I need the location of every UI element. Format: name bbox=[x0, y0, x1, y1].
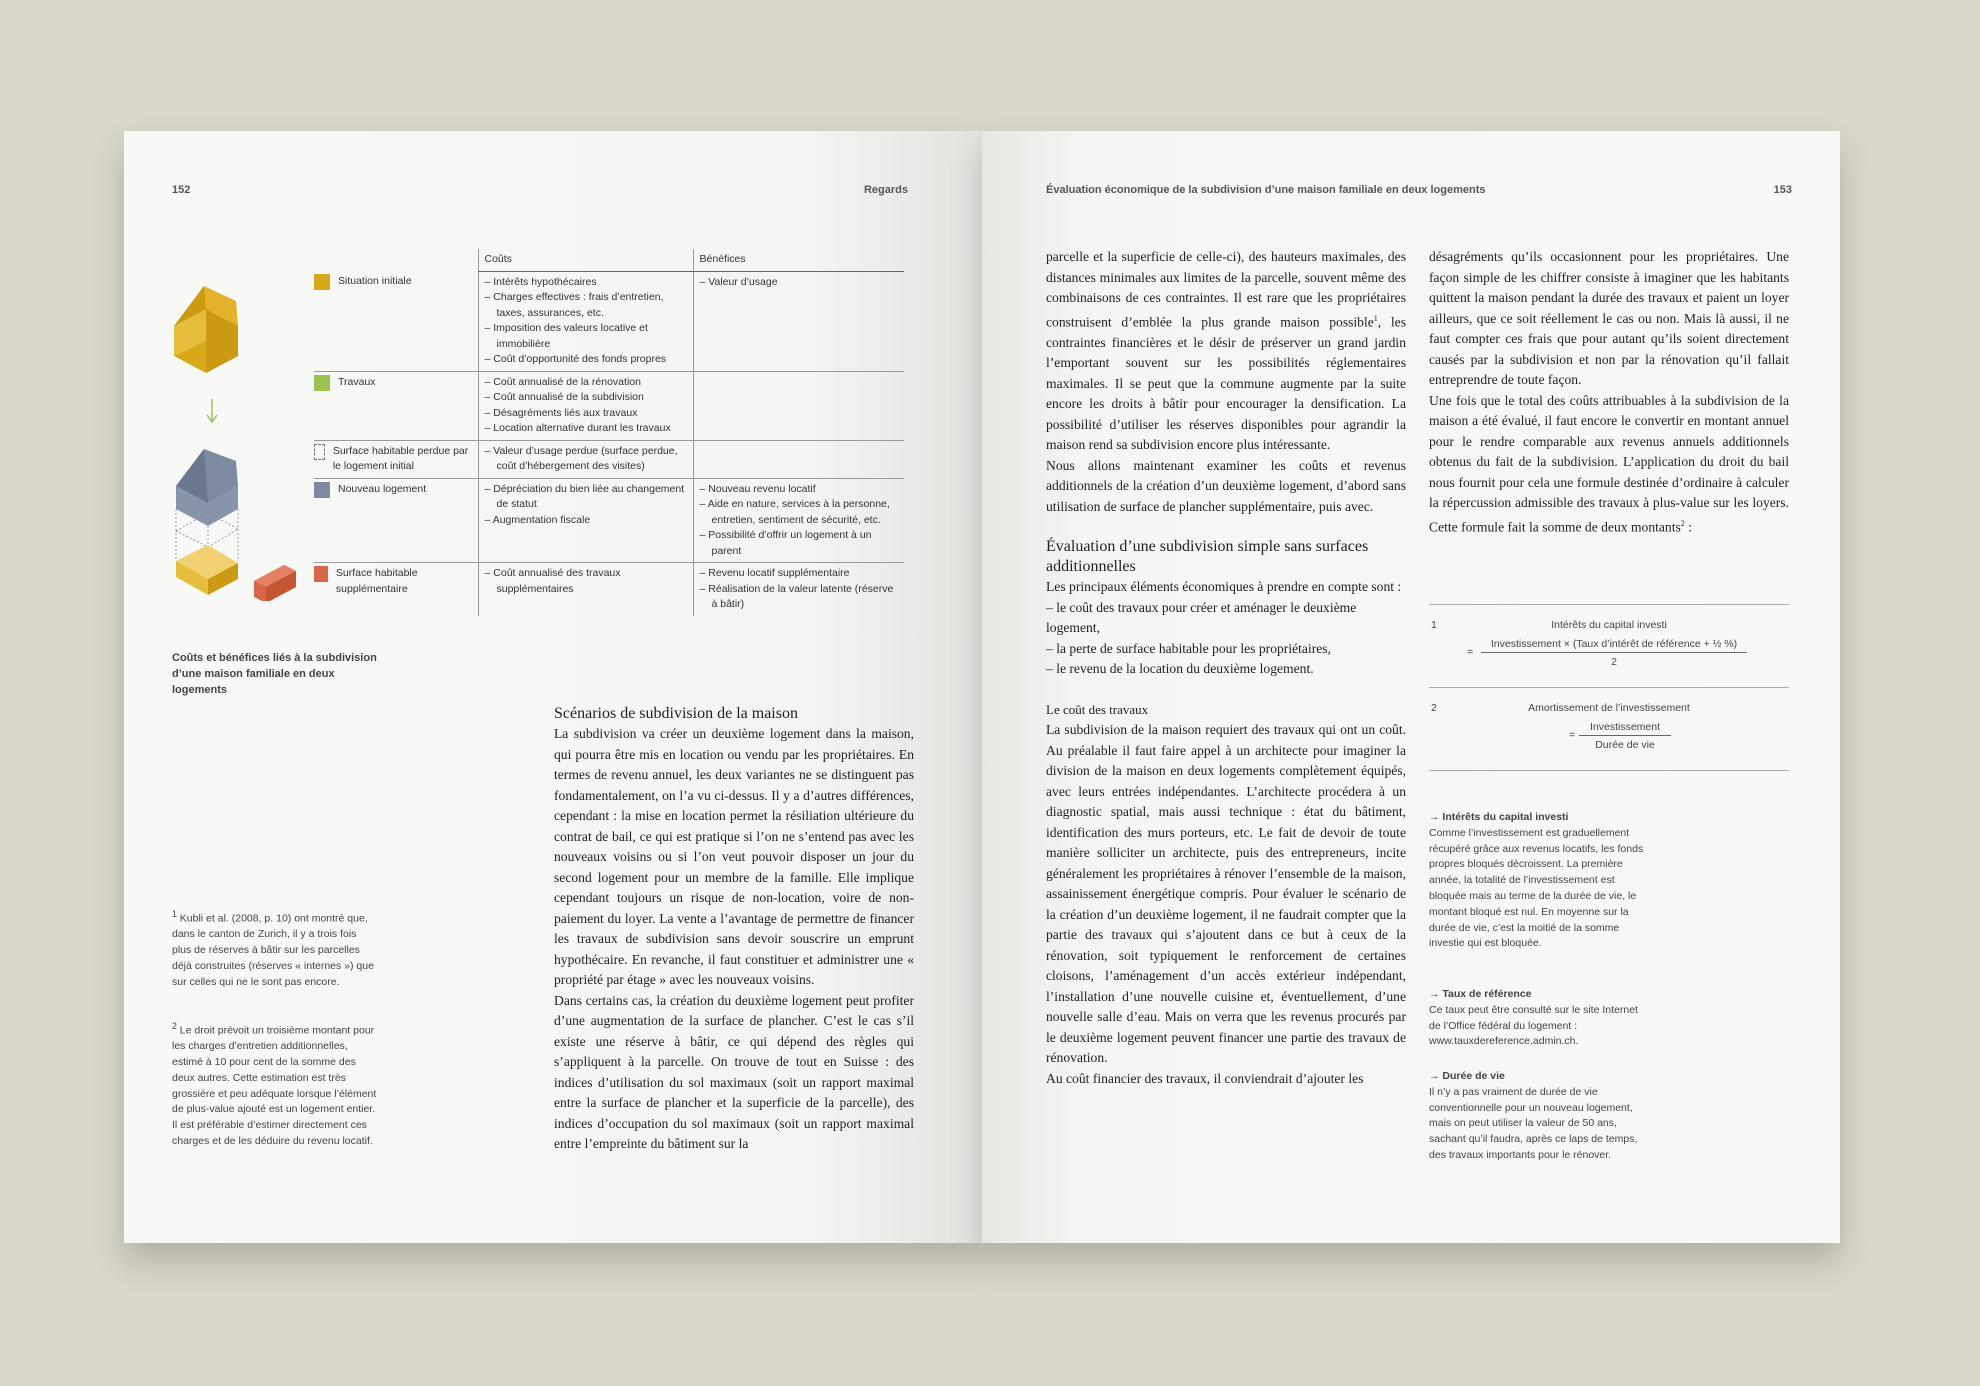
paragraph: Les principaux éléments économiques à prendre en compte sont : bbox=[1046, 579, 1402, 595]
page-number-left: 152 bbox=[172, 184, 191, 196]
table-row: Surface habitable supplémentaire – Coût annualisé des travaux supplémentaires – Revenu locatif supplémentaire – Réalisation de la valeur latente (réserve à bâtir) bbox=[314, 563, 904, 616]
body-text bbox=[554, 724, 914, 1155]
aside-interest bbox=[1429, 810, 1644, 952]
fraction bbox=[1481, 638, 1747, 668]
formula-1 bbox=[1429, 605, 1789, 687]
divider bbox=[1429, 770, 1789, 771]
cost-item: Désagréments liés aux travaux bbox=[493, 406, 638, 419]
page-number-right: 153 bbox=[1773, 184, 1792, 196]
row-label: Situation initiale bbox=[338, 275, 412, 287]
cost-item: Imposition des valeurs locative et immobilière bbox=[493, 322, 648, 350]
arrow-down-icon bbox=[207, 399, 217, 422]
list-item: – le coût des travaux pour créer et aménager le deuxième logement, bbox=[1046, 599, 1357, 636]
aside-text: Comme l’investissement est graduellement récupéré grâce aux revenus locatifs, les fonds propres bloqués décroissent. La première année, la totalité de l’investissement est bloquée mais au terme de la durée de vie, le montant bloqué est nul. En moyenne sur la durée de vie, c’est la moitié de la somme investie qui est bloquée. bbox=[1429, 826, 1644, 950]
formula-title: Intérêts du capital investi bbox=[1551, 619, 1667, 631]
paragraph: Dans certains cas, la création du deuxième logement peut profiter d’une augmentation de la surface de plancher. C’est le cas s’il existe une réserve à bâtir, ce qui dépend des règles qui s’appliquent à la parcelle. On trouve de tout en Suisse : des indices d’utilisation du sol maximaux (soit un rapport maximal entre la surface de plancher et la superficie de la parcelle), des indices d’occupation du sol maximaux (soit un rapport maximal entre l’empreinte du bâtiment sur la bbox=[554, 992, 914, 1151]
benefit-item: Aide en nature, services à la personne, entretien, sentiment de sécurité, etc. bbox=[707, 498, 890, 526]
swatch-green bbox=[314, 375, 330, 391]
section-heading: Évaluation d’une subdivision simple sans surfaces additionnelles bbox=[1046, 538, 1369, 576]
equals-sign: = bbox=[1467, 646, 1474, 658]
cost-item: Intérêts hypothécaires bbox=[493, 275, 597, 288]
formula-2 bbox=[1429, 688, 1789, 770]
footnote-mark: 2 bbox=[172, 1021, 177, 1031]
footnote-1 bbox=[172, 907, 377, 990]
table-row: Nouveau logement – Dépréciation du bien liée au changement de statut – Augmentation fiscale – Nouveau revenu locatif – Aide en nature, services à la personne, entretien, sentiment de sécurité, etc. – Possibilité d’offrir un logement à un parent bbox=[314, 478, 904, 563]
footnote-ref: 2 bbox=[1680, 518, 1685, 528]
list-item: – le revenu de la location du deuxième logement. bbox=[1046, 661, 1314, 677]
text: parcelle et la superficie de celle-ci), des hauteurs maximales, des distances minimales aux limites de la parcelle, souvent même des combinaisons de ces contraintes. Il est rare que les propriétaires construisent d’emblée la plus grande maison possible bbox=[1046, 249, 1406, 330]
paragraph bbox=[1429, 391, 1789, 538]
benefit-item: Possibilité d’offrir un logement à un parent bbox=[708, 529, 872, 557]
aside-title: → Intérêts du capital investi bbox=[1429, 811, 1569, 823]
text: : bbox=[1684, 519, 1692, 535]
footnote-2 bbox=[172, 1019, 377, 1150]
cost-item: Coût annualisé des travaux supplémentaires bbox=[493, 567, 621, 595]
formula-title: Amortissement de l’investissement bbox=[1528, 702, 1690, 714]
row-label: Surface habitable perdue par le logement initial bbox=[332, 444, 469, 472]
footnote-mark: 1 bbox=[172, 909, 177, 919]
left-text-column bbox=[554, 704, 914, 1155]
house-initial bbox=[174, 286, 238, 373]
table-row: Travaux – Coût annualisé de la rénovation – Coût annualisé de la subdivision – Désagréments liés aux travaux – Location alternative durant les travaux bbox=[314, 371, 904, 440]
cost-item: Dépréciation du bien liée au changement de statut bbox=[493, 482, 685, 510]
left-page bbox=[124, 131, 982, 1243]
benefit-item: Valeur d’usage bbox=[708, 275, 778, 288]
paragraph: Nous allons maintenant examiner les coûts et revenus additionnels de la création d’un deuxième logement, d’abord sans utilisation de surface de plancher supplémentaire, puis avec. bbox=[1046, 457, 1406, 514]
denominator: 2 bbox=[1611, 656, 1617, 668]
house-extension bbox=[254, 565, 296, 601]
aside-title: → Taux de référence bbox=[1429, 988, 1532, 1000]
formula-number: 1 bbox=[1431, 619, 1437, 631]
running-head-left: Regards bbox=[863, 184, 908, 196]
table-row: Surface habitable perdue par le logement initial – Valeur d’usage perdue (surface perdue, coût d’hébergement des visites) bbox=[314, 440, 904, 478]
aside-lifespan bbox=[1429, 1069, 1644, 1164]
text: Une fois que le total des coûts attribuables à la subdivision de la maison a été évalué, il faut encore le convertir en montant annuel pour le rendre comparable aux revenus annuels additionnels obtenus du fait de la subdivision. L’application du droit du bail nous fournit pour cela une formule destinée d’ordinaire à calculer la répercussion admissible des travaux à plus-value sur les loyers. Cette formule fait la somme de deux montants bbox=[1429, 392, 1789, 535]
swatch-dashed bbox=[314, 444, 325, 460]
footnote-ref: 1 bbox=[1373, 313, 1378, 323]
header-costs: Coûts bbox=[478, 249, 693, 271]
house-illustration bbox=[164, 281, 304, 601]
paragraph: La subdivision de la maison requiert des travaux qui ont un coût. Au préalable il faut faire appel à un architecte pour imaginer la division de la maison en deux logements complètement équipés, avec leurs entrées indépendantes. L’architecte procédera à un diagnostic spatial, mais aussi technique : état du bâtiment, identification des murs porteurs, etc. Le fait de devoir de toute manière solliciter un architecte, puis des entrepreneurs, incite généralement les propriétaires à rénover l’ensemble de la maison, assainissement énergétique compris. Pour évaluer le scénario de la création d’un deuxième logement, il ne faudrait compter que la partie des travaux qui s’ajoutent dans ce but à ceux de la rénovation, soit typiquement le renforcement de certaines cloisons, l’aménagement d’un accès extérieur indépendant, l’installation d’une nouvelle cuisine et, éventuellement, d’une nouvelle salle d’eau. Mais on verra que les revenus procurés par le deuxième logement peuvent financer une partie des travaux de rénovation. bbox=[1046, 722, 1406, 1066]
row-label: Surface habitable supplémentaire bbox=[335, 567, 418, 595]
table-row: Situation initiale – Intérêts hypothécaires – Charges effectives : frais d’entretien, taxes, assurances, etc. – Imposition des valeurs locative et immobilière – Coût d’opportunité des fonds propres – Valeur d’usage bbox=[314, 271, 904, 371]
right-text-column-2 bbox=[1429, 247, 1789, 538]
aside-reference-rate bbox=[1429, 987, 1644, 1050]
swatch-orange bbox=[314, 566, 328, 582]
numerator: Investissement bbox=[1579, 721, 1671, 736]
cost-item: Coût annualisé de la subdivision bbox=[493, 391, 644, 403]
paragraph bbox=[1046, 247, 1406, 456]
cost-benefit-table bbox=[314, 249, 904, 616]
running-head-right: Évaluation économique de la subdivision d’une maison familiale en deux logements bbox=[1046, 184, 1486, 196]
cost-item: Coût d’opportunité des fonds propres bbox=[493, 353, 667, 365]
cost-benefit-table-wrap bbox=[314, 249, 904, 616]
cost-item: Charges effectives : frais d’entretien, taxes, assurances, etc. bbox=[493, 291, 664, 319]
subheading: Le coût des travaux bbox=[1046, 701, 1149, 717]
footnote-text: Kubli et al. (2008, p. 10) ont montré que, dans le canton de Zurich, il y a trois fois plus de réserves à bâtir sur les parcelles déjà construites (réserves « internes ») que sur celles qui ne le sont pas encore. bbox=[172, 912, 374, 988]
row-label: Travaux bbox=[338, 375, 376, 388]
cost-item: Coût annualisé de la rénovation bbox=[493, 375, 641, 388]
paragraph: désagréments qu’ils occasionnent pour les propriétaires. Une façon simple de les chiffrer consiste à imaginer que les habitants quittent la maison pendant la durée des travaux et paient un loyer ailleurs, que ce soit réellement le cas ou non. Mais là aussi, il ne faut compter ces frais que pour autant qu’ils soient directement causés par la subdivision et non par la rénovation qu’il fallait entreprendre de toute façon. bbox=[1429, 249, 1789, 387]
paragraph: Au coût financier des travaux, il conviendrait d’ajouter les bbox=[1046, 1070, 1364, 1086]
swatch-yellow bbox=[314, 274, 330, 290]
right-page bbox=[982, 131, 1840, 1243]
footnote-text: Le droit prévoit un troisième montant pour les charges d’entretien additionnelles, estimé à 10 pour cent de la somme des deux autres. Cette estimation est très grossière et peu adéquate lorsque l’élément de plus-value ajouté est un logement entier. Il est préférable d’estimer directement ces charges et de les déduire du revenu locatif. bbox=[172, 1024, 377, 1148]
right-text-column-1 bbox=[1046, 247, 1406, 1089]
house-new-dwelling bbox=[176, 449, 238, 526]
cost-item: Location alternative durant les travaux bbox=[493, 422, 671, 434]
figure-caption: Coûts et bénéfices liés à la subdivision d’une maison familiale en deux logements bbox=[172, 652, 377, 696]
formula-block bbox=[1429, 604, 1789, 771]
list-item: – la perte de surface habitable pour les propriétaires, bbox=[1046, 640, 1331, 656]
cost-item: Valeur d’usage perdue (surface perdue, coût d’hébergement des visites) bbox=[493, 444, 678, 472]
fraction bbox=[1579, 721, 1671, 751]
aside-text: Il n’y a pas vraiment de durée de vie conventionnelle pour un nouveau logement, mais on peut utiliser la valeur de 50 ans, sachant qu’il faudra, après ce laps de temps, des travaux importants pour le rénover. bbox=[1429, 1085, 1638, 1161]
numerator: Investissement × (Taux d’intérêt de référence + ½ %) bbox=[1481, 638, 1747, 653]
swatch-slate bbox=[314, 482, 330, 498]
denominator: Durée de vie bbox=[1595, 739, 1655, 751]
cost-item: Augmentation fiscale bbox=[492, 513, 591, 526]
equals-sign: = bbox=[1569, 729, 1576, 741]
aside-text: Ce taux peut être consulté sur le site Internet de l’Office fédéral du logement : www.tauxdereference.admin.ch. bbox=[1429, 1003, 1638, 1048]
house-ground-floor bbox=[176, 545, 238, 595]
header-benefits: Bénéfices bbox=[693, 249, 904, 271]
table-header bbox=[314, 249, 904, 271]
benefit-item: Revenu locatif supplémentaire bbox=[708, 567, 850, 579]
aside-title: → Durée de vie bbox=[1429, 1070, 1505, 1082]
benefit-item: Nouveau revenu locatif bbox=[708, 482, 816, 495]
formula-number: 2 bbox=[1431, 702, 1437, 714]
row-label: Nouveau logement bbox=[338, 482, 427, 495]
benefit-item: Réalisation de la valeur latente (réserve à bâtir) bbox=[708, 582, 894, 610]
section-title: Scénarios de subdivision de la maison bbox=[554, 705, 798, 722]
paragraph: La subdivision va créer un deuxième logement dans la maison, qui pourra être mis en location ou vendu par les propriétaires. En termes de revenu annuel, les deux variantes ne se distinguent pas fondamentalement, on l’a vu ci-dessus. Il y a d’autres différences, cependant : la mise en location permet la résiliation ultérieure du contrat de bail, ce qui est pratique si l’on ne s’entend pas avec les nouveaux voisins ou si l’on veut pouvoir disposer un jour du second logement pour un membre de la famille. Elle implique cependant toujours un risque de non-location, voire de non-paiement du loyer. La vente a l’avantage de permettre de financer les travaux de subdivision sans devoir souscrire un emprunt hypothécaire. En revanche, il faut constituer et administrer une « propriété par étage » avec les nouveaux voisins. bbox=[554, 726, 914, 987]
text: , les contraintes financières et le désir de préserver un grand jardin l’emportant souvent sur les possibilités réglementaires maximales. Il se peut que la commune augmente par la suite encore les droits à bâtir pour encourager la densification. La possibilité d’utiliser les réserves disponibles pour agrandir la maison rend sa subdivision encore plus intéressante. bbox=[1046, 314, 1407, 453]
